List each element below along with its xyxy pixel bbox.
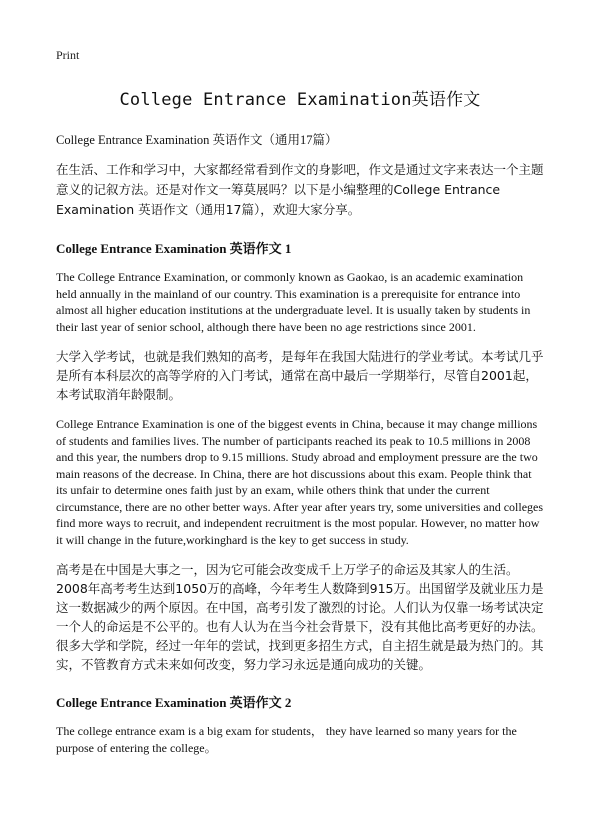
section-heading-1: College Entrance Examination 英语作文 1 — [56, 241, 292, 256]
document-title: College Entrance Examination英语作文 — [119, 90, 481, 110]
print-label[interactable]: Print — [56, 48, 80, 62]
section-1-paragraph-cn-2: 高考是在中国是大事之一，因为它可能会改变成千上万学子的命运及其家人的生活。2008年高考考生达到1050万的高峰，今年考生人数降到915万。出国留学及就业压力是这一数据减少的两个原因。在中国，高考引发了激烈的讨论。人们认为仅靠一场考试决定一个人的命运是不公平的。也有人认为在当今社会背景下，没有其他比高考更好的办法。很多大学和学院，经过一年年的尝试，找到更多招生方式，自主招生就是最为热门的。其实，不管教育方式未来如何改变，努力学习永远是通向成功的关键。 — [56, 562, 544, 672]
section-1-paragraph-en-1: The College Entrance Examination, or commonly known as Gaokao, is an academic examination held annually in the mainland of our country. This examination is a prerequisite for entrance into almost all higher education institutions at the undergraduate level. It is usually taken by students in their last year of senior school, although there have been no age restrictions since 2001. — [56, 270, 531, 334]
section-1-paragraph-en-2: College Entrance Examination is one of the biggest events in China, because it may change millions of students and families lives. The number of participants reached its peak to 10.5 millions in 2008 and this year, the numbers drop to 9.15 millions. Study abroad and employment pressure are the two main reasons of the decrease. In China, there are hot discussions about this exam. People think that its unfair to determine ones faith just by an exam, while others think that under the current circumstance, there are no other better ways. After year after years try, some universities and colleges find more ways to recruit, and independent recruitment is the most popular. However, no matter how it will change in the future,workinghard is the key to get success in study. — [56, 417, 544, 547]
section-heading-2: College Entrance Examination 英语作文 2 — [56, 695, 292, 710]
section-1-paragraph-cn-1: 大学入学考试，也就是我们熟知的高考，是每年在我国大陆进行的学业考试。本考试几乎是所有本科层次的高等学府的入门考试，通常在高中最后一学期举行，尽管自2001起，本考试取消年龄限制。 — [56, 349, 544, 402]
document-subtitle: College Entrance Examination 英语作文（通用17篇） — [56, 133, 338, 147]
section-2-paragraph-en-1: The college entrance exam is a big exam for students， they have learned so many years for the purpose of entering the college。 — [56, 724, 517, 755]
intro-paragraph: 在生活、工作和学习中，大家都经常看到作文的身影吧，作文是通过文字来表达一个主题意义的记叙方法。还是对作文一筹莫展吗？以下是小编整理的College Entrance Examination 英语作文（通用17篇），欢迎大家分享。 — [56, 162, 544, 217]
